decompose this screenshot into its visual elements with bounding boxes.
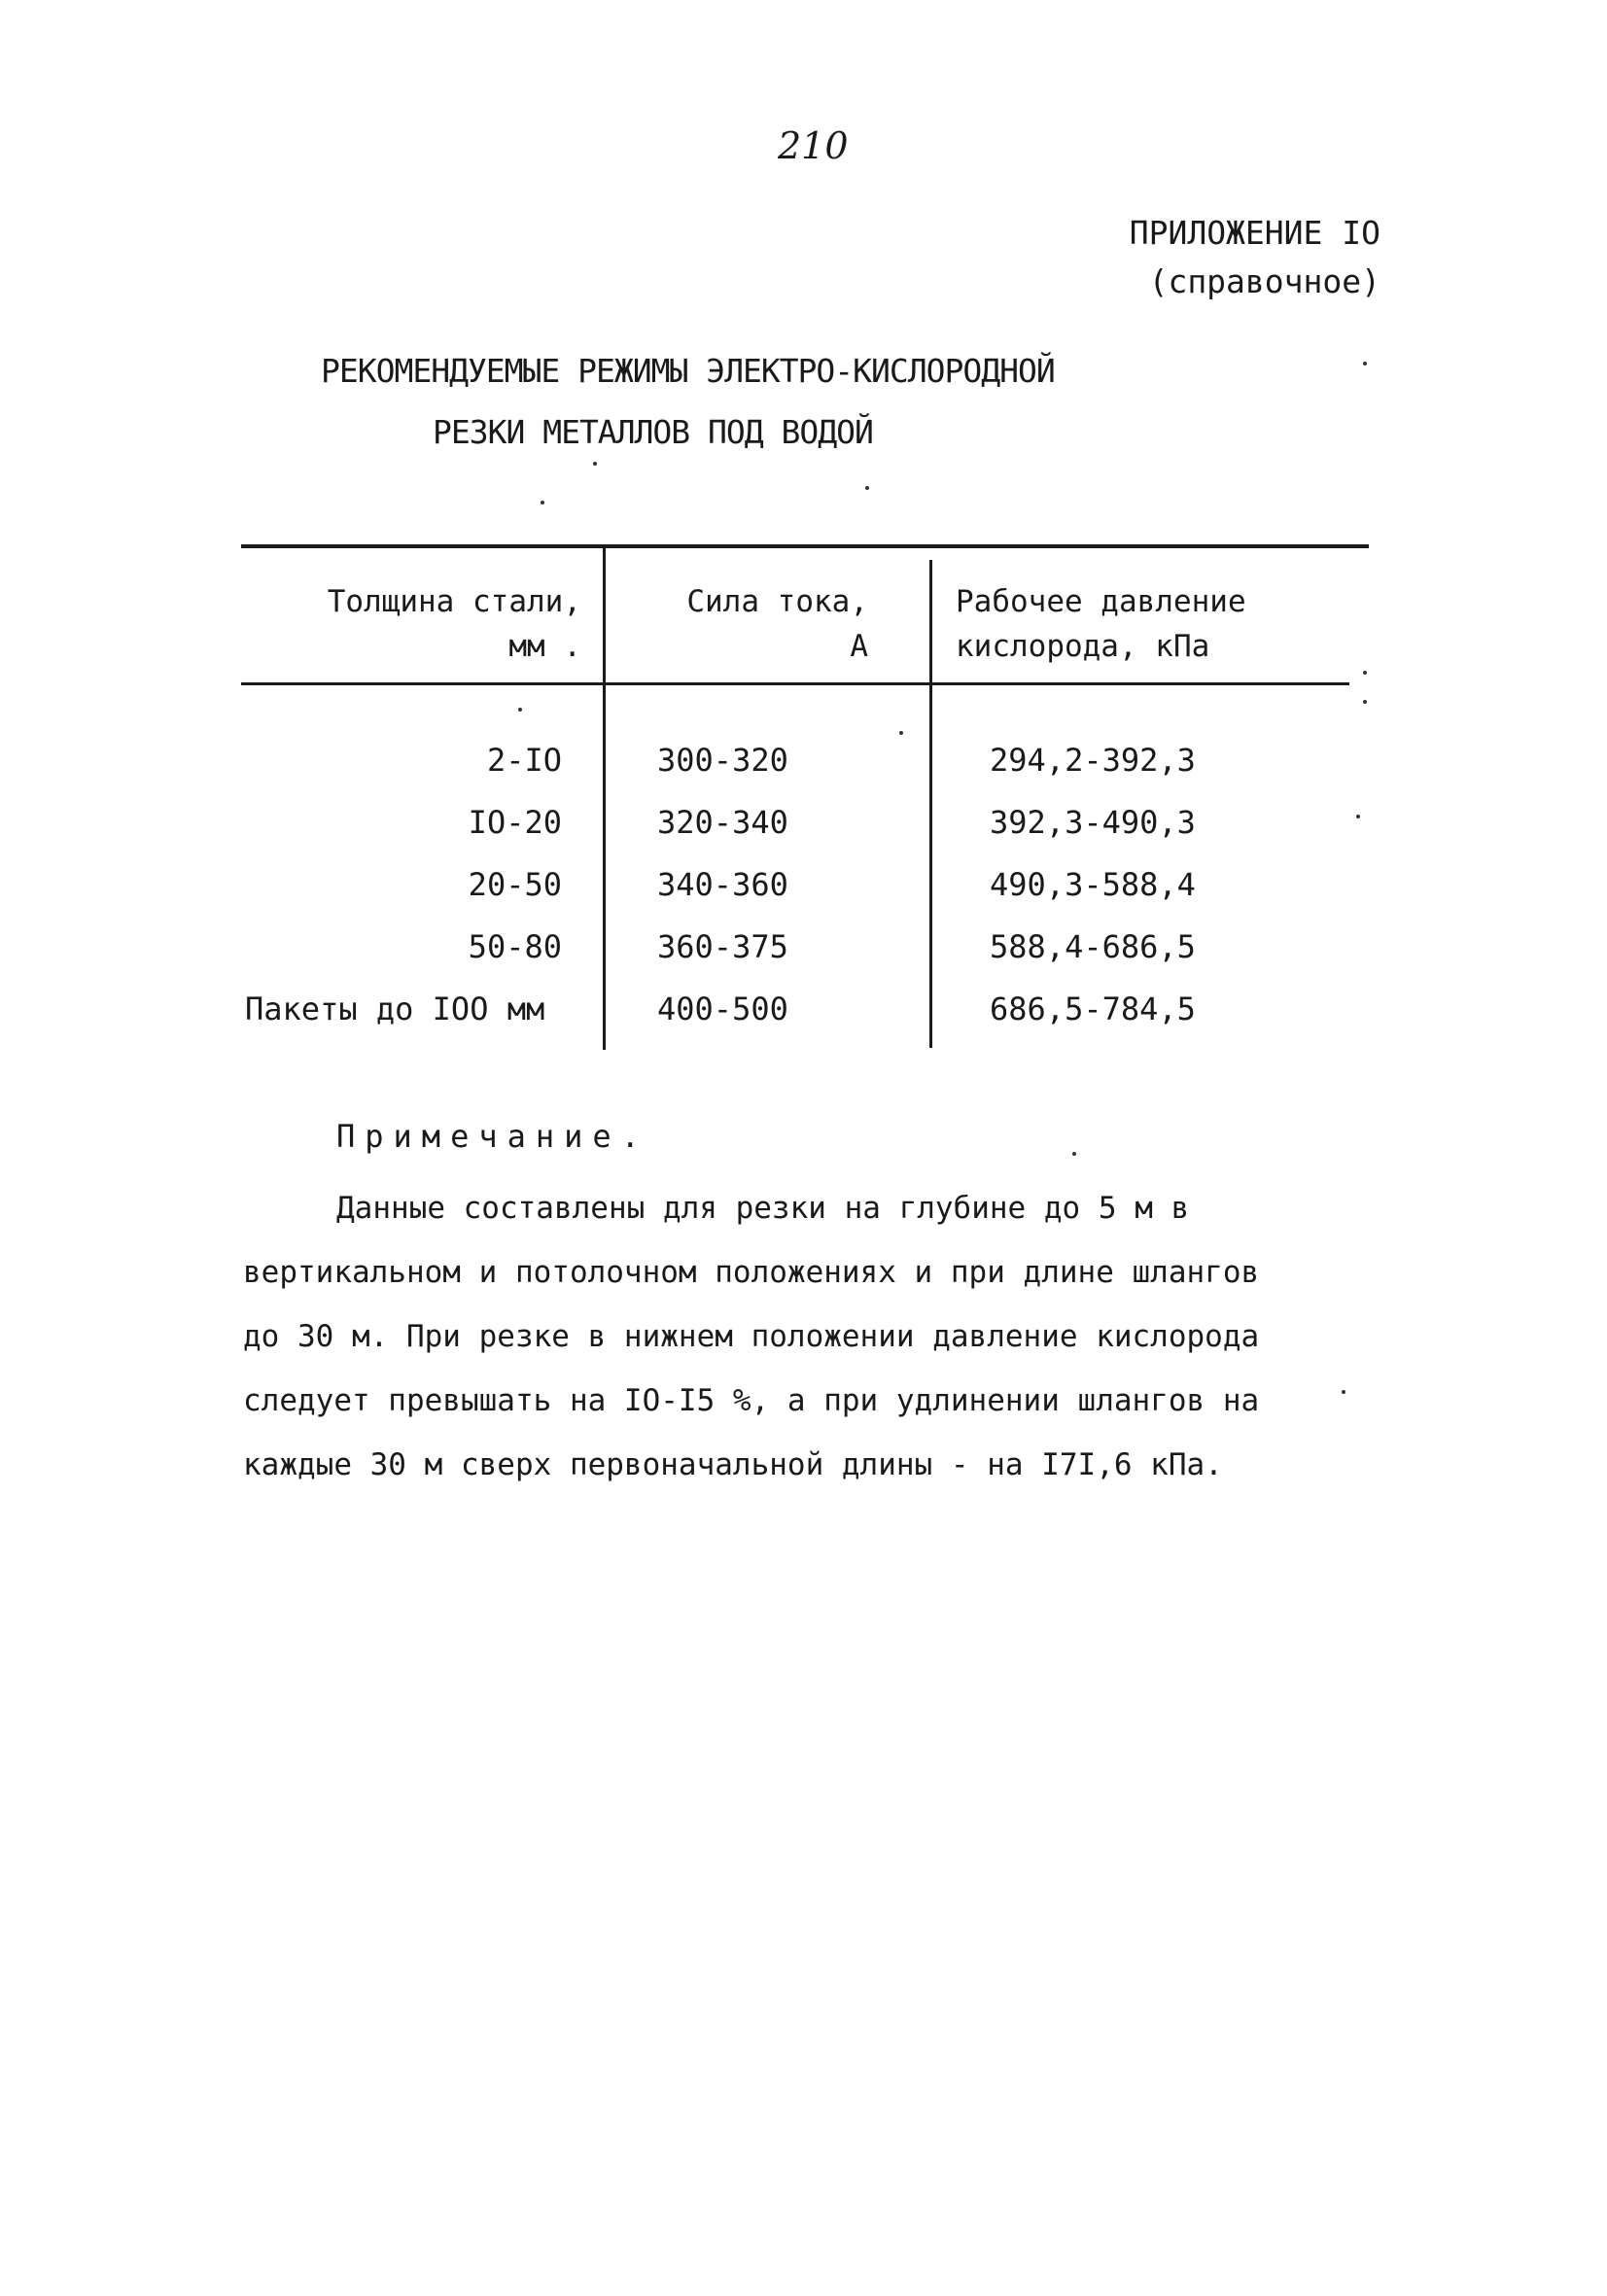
table-column-current — [649, 729, 852, 1040]
appendix-kind: (справочное) — [1148, 262, 1380, 300]
page-number: 210 — [778, 124, 849, 167]
table-cell: 300-320 — [657, 742, 788, 779]
scan-speck — [1363, 362, 1367, 365]
header-text: А — [850, 629, 868, 664]
table-cell: 490,3-588,4 — [990, 866, 1196, 903]
table-cell: IO-20 — [468, 804, 562, 841]
scan-speck — [1363, 700, 1367, 704]
table-header-current — [635, 579, 868, 669]
document-title-line-2: РЕЗКИ МЕТАЛЛОВ ПОД ВОДОЙ — [433, 413, 873, 451]
table-cell: 340-360 — [657, 866, 788, 903]
scan-speck — [541, 501, 544, 504]
scan-speck — [1363, 671, 1367, 675]
note-heading: Примечание. — [336, 1118, 649, 1155]
note-body — [243, 1176, 1332, 1497]
note-line: вертикальном и потолочном положениях и при длине шлангов — [243, 1255, 1260, 1290]
table-cell: 50-80 — [468, 928, 562, 965]
note-line: до 30 м. При резке в нижнем положении давление кислорода — [243, 1319, 1260, 1354]
scan-speck — [899, 731, 903, 735]
note-line: Данные составлены для резки на глубине до 5 м в — [336, 1191, 1190, 1226]
table-column-divider-1 — [603, 546, 606, 1050]
header-text: мм . — [508, 629, 581, 664]
table-column-divider-2 — [929, 560, 932, 1048]
table-header-pressure — [956, 579, 1345, 669]
scan-speck — [865, 486, 869, 490]
table-cell: 686,5-784,5 — [990, 991, 1196, 1027]
table-cell: 2-IO — [486, 742, 562, 779]
table-cell: 400-500 — [657, 991, 788, 1027]
appendix-label: ПРИЛОЖЕНИЕ IO — [1129, 214, 1380, 252]
note-line: каждые 30 м сверх первоначальной длины - на I7I,6 кПа. — [243, 1447, 1223, 1482]
cutting-modes-table — [241, 544, 1369, 1050]
table-cell: 392,3-490,3 — [990, 804, 1196, 841]
scan-speck — [1342, 1390, 1345, 1394]
header-text: Толщина стали, — [327, 584, 581, 619]
appendix-header — [1118, 209, 1380, 306]
table-cell: 360-375 — [657, 928, 788, 965]
scan-speck — [593, 462, 597, 466]
table-column-thickness — [241, 729, 562, 1040]
table-cell: Пакеты до IOO мм — [245, 991, 545, 1027]
table-column-pressure — [990, 729, 1281, 1040]
table-header-rule — [241, 682, 1349, 685]
scan-speck — [518, 708, 522, 712]
document-title-line-1: РЕКОМЕНДУЕМЫЕ РЕЖИМЫ ЭЛЕКТРО-КИСЛОРОДНОЙ — [321, 352, 1055, 390]
scan-speck — [1072, 1152, 1076, 1156]
table-cell: 20-50 — [468, 866, 562, 903]
header-text: Сила тока, — [686, 584, 868, 619]
table-top-rule — [241, 544, 1369, 548]
table-cell: 320-340 — [657, 804, 788, 841]
header-text: Рабочее давление — [956, 584, 1246, 619]
table-cell: 294,2-392,3 — [990, 742, 1196, 779]
table-cell: 588,4-686,5 — [990, 928, 1196, 965]
note-line: следует превышать на IO-I5 %, а при удлинении шлангов на — [243, 1383, 1260, 1418]
scan-speck — [1356, 815, 1360, 818]
header-text: кислорода, кПа — [956, 629, 1210, 664]
table-header-thickness — [280, 579, 581, 669]
